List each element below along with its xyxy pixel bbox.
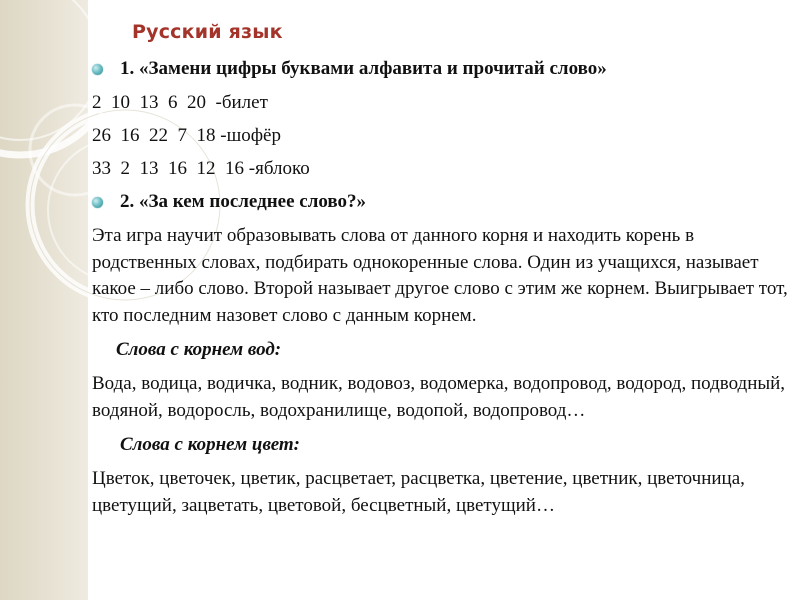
group1-heading: Слова с корнем вод: [116, 339, 282, 360]
section2-heading: 2. «За кем последнее слово?» [120, 191, 367, 212]
cipher-line-2: 26 16 22 7 18 -шофёр [92, 125, 281, 146]
group1-words: Вода, водица, водичка, водник, водовоз, водомерка, водопровод, водород, подводный, водяной, водоросль, водохранилище, водопой, водопровод… [92, 373, 786, 421]
cipher-line-3: 33 2 13 16 12 16 -яблоко [92, 158, 310, 179]
bullet-icon [92, 64, 103, 75]
bullet-icon [92, 197, 103, 208]
group2-words: Цветок, цветочек, цветик, расцветает, расцветка, цветение, цветник, цветочница, цветущий, зацветать, цветовой, бесцветный, цветущий… [92, 468, 745, 516]
cipher-line-1: 2 10 13 6 20 -билет [92, 92, 268, 113]
page-title: Русский язык [132, 21, 283, 43]
slide-content [92, 52, 792, 523]
game-description: Эта игра научит образовывать слова от данного корня и находить корень в родственных словах, подбирать однокоренные слова. Один из учащихся, называет какое – либо слово. Второй называет другое слово с этим же корнем. Выигрывает тот, кто последним назовет слово с данным корнем. [92, 225, 788, 326]
section1-heading: 1. «Замени цифры буквами алфавита и прочитай слово» [120, 58, 607, 79]
section1-heading-row [92, 52, 792, 86]
group2-heading: Слова с корнем цвет: [120, 434, 301, 455]
section2-heading-row [92, 185, 792, 219]
sidebar-band [0, 0, 88, 600]
